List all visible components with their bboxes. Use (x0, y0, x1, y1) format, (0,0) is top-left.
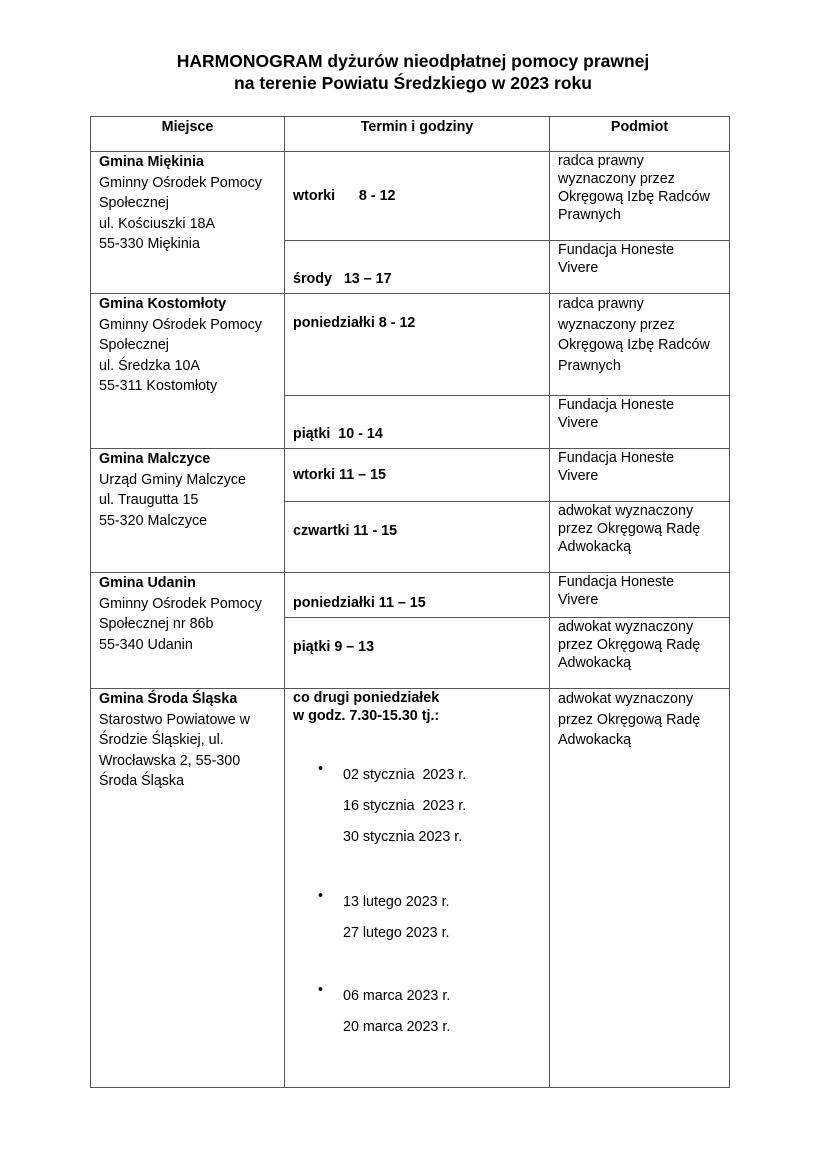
subject-cell (550, 152, 730, 241)
subject-line: adwokat wyznaczony (558, 691, 694, 707)
term-cell (285, 502, 550, 573)
subject-line: radca prawny (558, 296, 644, 312)
subject-cell (550, 618, 730, 689)
place-line: Starostwo Powiatowe w (99, 711, 250, 728)
place-name: Gmina Udanin (99, 575, 196, 591)
date-item: 16 stycznia 2023 r. (343, 798, 467, 814)
subject-line: Vivere (558, 260, 599, 276)
place-line: Społecznej (99, 337, 169, 353)
bullet-icon: • (318, 982, 324, 998)
page-title (0, 50, 826, 94)
title-line-1: HARMONOGRAM dyżurów nieodpłatnej pomocy prawnej (176, 51, 650, 71)
subject-cell (550, 396, 730, 449)
date-item: 20 marca 2023 r. (343, 1019, 451, 1035)
term-text: poniedziałki 11 – 15 (293, 595, 426, 611)
term-cell (285, 241, 550, 294)
bullet-icon: • (318, 888, 324, 904)
place-line: ul. Średzka 10A (99, 357, 200, 374)
subject-line: przez Okręgową Radę (558, 521, 701, 537)
subject-line: Okręgową Izbę Radców (558, 189, 710, 205)
place-line: ul. Traugutta 15 (99, 492, 199, 508)
subject-line: Prawnych (558, 207, 621, 223)
place-line: 55-340 Udanin (99, 636, 193, 653)
subject-line: Fundacja Honeste (558, 397, 675, 413)
term-cell (285, 152, 550, 241)
subject-cell (550, 294, 730, 396)
subject-cell (550, 689, 730, 1088)
place-cell (91, 449, 285, 573)
place-cell (91, 573, 285, 689)
term-text: wtorki 8 - 12 (293, 188, 396, 204)
place-name: Gmina Kostomłoty (99, 296, 227, 312)
place-line: Gminny Ośrodek Pomocy (99, 595, 262, 612)
subject-line: Prawnych (558, 357, 621, 374)
place-cell (91, 294, 285, 449)
place-line: 55-330 Miękinia (99, 236, 200, 252)
place-line: Urząd Gminy Malczyce (99, 471, 246, 488)
table-row (91, 449, 730, 502)
term-cell (285, 449, 550, 502)
title-line-2: na terenie Powiatu Średzkiego w 2023 roku (234, 73, 592, 93)
subject-cell (550, 502, 730, 573)
date-list (293, 760, 541, 1043)
term-cell (285, 294, 550, 396)
date-item: 06 marca 2023 r. (343, 988, 451, 1004)
date-group (293, 760, 541, 853)
term-heading: w godz. 7.30-15.30 tj.: (293, 708, 440, 724)
date-item: 30 stycznia 2023 r. (343, 829, 463, 845)
term-cell (285, 396, 550, 449)
term-cell (285, 573, 550, 618)
term-heading: co drugi poniedziałek (293, 690, 440, 706)
subject-line: Vivere (558, 415, 599, 431)
subject-line: Adwokacką (558, 539, 632, 555)
subject-line: Vivere (558, 592, 599, 608)
subject-cell (550, 573, 730, 618)
schedule-table (90, 116, 730, 1088)
subject-line: przez Okręgową Radę (558, 637, 701, 653)
subject-line: wyznaczony przez (558, 171, 675, 187)
place-line: 55-320 Malczyce (99, 512, 208, 529)
subject-line: Vivere (558, 468, 599, 484)
place-line: 55-311 Kostomłoty (99, 378, 218, 394)
place-line: Środa Śląska (99, 773, 185, 789)
date-group (293, 887, 541, 949)
subject-line: Fundacja Honeste (558, 242, 675, 258)
header-place: Miejsce (91, 117, 285, 152)
date-item: 02 stycznia 2023 r. (343, 767, 467, 783)
term-text: poniedziałki 8 - 12 (293, 315, 416, 331)
subject-line: Okręgową Izbę Radców (558, 337, 710, 353)
subject-line: adwokat wyznaczony (558, 503, 694, 519)
table-row (91, 573, 730, 618)
term-cell (285, 618, 550, 689)
subject-line: Adwokacką (558, 655, 632, 671)
subject-cell (550, 449, 730, 502)
place-line: Społecznej nr 86b (99, 616, 214, 632)
table-row (91, 689, 730, 1088)
term-text: czwartki 11 - 15 (293, 523, 398, 539)
date-item: 13 lutego 2023 r. (343, 894, 450, 910)
table-row (91, 152, 730, 241)
place-line: Środzie Śląskiej, ul. (99, 732, 224, 748)
subject-line: radca prawny (558, 153, 644, 169)
subject-line: Adwokacką (558, 732, 632, 748)
term-text: środy 13 – 17 (293, 271, 392, 287)
subject-line: przez Okręgową Radę (558, 711, 701, 728)
header-term: Termin i godziny (285, 117, 550, 152)
date-group (293, 981, 541, 1043)
date-item: 27 lutego 2023 r. (343, 925, 450, 941)
subject-line: Fundacja Honeste (558, 450, 675, 466)
term-text: wtorki 11 – 15 (293, 467, 386, 483)
table-row (91, 294, 730, 396)
place-name: Gmina Miękinia (99, 154, 204, 170)
term-text: piątki 10 - 14 (293, 426, 383, 442)
subject-line: wyznaczony przez (558, 316, 675, 333)
place-line: Gminny Ośrodek Pomocy (99, 316, 262, 333)
subject-cell (550, 241, 730, 294)
place-name: Gmina Malczyce (99, 451, 211, 467)
place-cell (91, 689, 285, 1088)
place-line: Wrocławska 2, 55-300 (99, 752, 241, 769)
subject-line: adwokat wyznaczony (558, 619, 694, 635)
place-cell (91, 152, 285, 294)
place-line: ul. Kościuszki 18A (99, 215, 216, 232)
place-name: Gmina Środa Śląska (99, 691, 238, 707)
header-row (91, 117, 730, 152)
bullet-icon: • (318, 761, 324, 777)
header-subject: Podmiot (550, 117, 730, 152)
term-cell (285, 689, 550, 1088)
subject-line: Fundacja Honeste (558, 574, 675, 590)
place-line: Społecznej (99, 195, 169, 211)
term-text: piątki 9 – 13 (293, 639, 375, 655)
place-line: Gminny Ośrodek Pomocy (99, 174, 262, 191)
